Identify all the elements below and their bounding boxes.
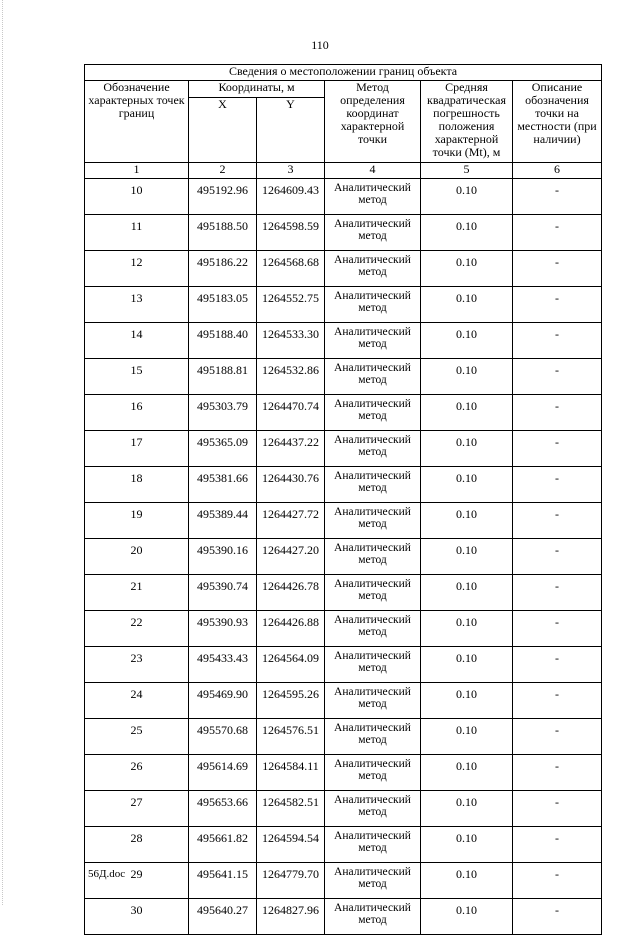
column-number: 2: [189, 163, 257, 179]
method-cell: Аналитический метод: [325, 359, 421, 395]
column-number: 4: [325, 163, 421, 179]
description-cell: -: [513, 575, 602, 611]
method-cell: Аналитический метод: [325, 827, 421, 863]
description-cell: -: [513, 395, 602, 431]
column-number: 5: [421, 163, 513, 179]
coord-y-cell: 1264427.72: [257, 503, 325, 539]
table-row: [85, 539, 602, 575]
table-row: [85, 863, 602, 899]
scan-edge-line: [2, 0, 3, 905]
coord-x-cell: 495570.68: [189, 719, 257, 755]
point-designation-cell: 30: [85, 899, 189, 935]
point-designation-cell: 20: [85, 539, 189, 575]
header-row: [85, 81, 602, 98]
description-cell: -: [513, 863, 602, 899]
mean-error-cell: 0.10: [421, 863, 513, 899]
coord-x-cell: 495653.66: [189, 791, 257, 827]
description-cell: -: [513, 719, 602, 755]
method-cell: Аналитический метод: [325, 755, 421, 791]
mean-error-cell: 0.10: [421, 647, 513, 683]
coord-x-cell: 495641.15: [189, 863, 257, 899]
mean-error-cell: 0.10: [421, 179, 513, 215]
point-designation-cell: 10: [85, 179, 189, 215]
coord-x-cell: 495433.43: [189, 647, 257, 683]
coord-y-cell: 1264568.68: [257, 251, 325, 287]
description-cell: -: [513, 179, 602, 215]
coord-y-cell: 1264427.20: [257, 539, 325, 575]
mean-error-cell: 0.10: [421, 755, 513, 791]
mean-error-cell: 0.10: [421, 539, 513, 575]
table-row: [85, 287, 602, 323]
description-cell: -: [513, 251, 602, 287]
coord-y-cell: 1264576.51: [257, 719, 325, 755]
mean-error-cell: 0.10: [421, 467, 513, 503]
method-cell: Аналитический метод: [325, 395, 421, 431]
point-designation-cell: 24: [85, 683, 189, 719]
coord-x-cell: 495661.82: [189, 827, 257, 863]
coord-x-cell: 495188.81: [189, 359, 257, 395]
point-designation-cell: 26: [85, 755, 189, 791]
description-cell: -: [513, 611, 602, 647]
method-cell: Аналитический метод: [325, 719, 421, 755]
coord-x-cell: 495381.66: [189, 467, 257, 503]
description-cell: -: [513, 899, 602, 935]
header-point-designation: Обозначение характерных точек границ: [85, 81, 189, 163]
method-cell: Аналитический метод: [325, 899, 421, 935]
method-cell: Аналитический метод: [325, 683, 421, 719]
point-designation-cell: 28: [85, 827, 189, 863]
description-cell: -: [513, 791, 602, 827]
point-designation-cell: 21: [85, 575, 189, 611]
description-cell: -: [513, 323, 602, 359]
header-description: Описание обозначения точки на местности (при наличии): [513, 81, 602, 163]
coord-y-cell: 1264532.86: [257, 359, 325, 395]
method-cell: Аналитический метод: [325, 467, 421, 503]
column-number: 3: [257, 163, 325, 179]
point-designation-cell: 25: [85, 719, 189, 755]
coord-y-cell: 1264426.88: [257, 611, 325, 647]
mean-error-cell: 0.10: [421, 251, 513, 287]
mean-error-cell: 0.10: [421, 287, 513, 323]
description-cell: -: [513, 467, 602, 503]
table-row: [85, 791, 602, 827]
mean-error-cell: 0.10: [421, 719, 513, 755]
point-designation-cell: 18: [85, 467, 189, 503]
coord-x-cell: 495365.09: [189, 431, 257, 467]
method-cell: Аналитический метод: [325, 251, 421, 287]
coord-y-cell: 1264437.22: [257, 431, 325, 467]
coord-y-cell: 1264564.09: [257, 647, 325, 683]
table-title-row: [85, 65, 602, 81]
coord-y-cell: 1264430.76: [257, 467, 325, 503]
coord-y-cell: 1264470.74: [257, 395, 325, 431]
table-row: [85, 323, 602, 359]
method-cell: Аналитический метод: [325, 863, 421, 899]
coord-y-cell: 1264582.51: [257, 791, 325, 827]
coord-x-cell: 495390.74: [189, 575, 257, 611]
mean-error-cell: 0.10: [421, 683, 513, 719]
method-cell: Аналитический метод: [325, 431, 421, 467]
table-row: [85, 575, 602, 611]
table-row: [85, 719, 602, 755]
coord-x-cell: 495469.90: [189, 683, 257, 719]
table-row: [85, 503, 602, 539]
coord-x-cell: 495614.69: [189, 755, 257, 791]
coord-x-cell: 495303.79: [189, 395, 257, 431]
description-cell: -: [513, 287, 602, 323]
coord-x-cell: 495188.50: [189, 215, 257, 251]
point-designation-cell: 16: [85, 395, 189, 431]
method-cell: Аналитический метод: [325, 179, 421, 215]
table-row: [85, 431, 602, 467]
point-designation-cell: 23: [85, 647, 189, 683]
page-number: 110: [311, 38, 329, 52]
table-row: [85, 467, 602, 503]
description-cell: -: [513, 683, 602, 719]
mean-error-cell: 0.10: [421, 791, 513, 827]
coord-x-cell: 495186.22: [189, 251, 257, 287]
mean-error-cell: 0.10: [421, 395, 513, 431]
point-designation-cell: 19: [85, 503, 189, 539]
description-cell: -: [513, 539, 602, 575]
coord-y-cell: 1264827.96: [257, 899, 325, 935]
coord-y-cell: 1264594.54: [257, 827, 325, 863]
coord-y-cell: 1264598.59: [257, 215, 325, 251]
footer-filename: 56Д.doc: [88, 868, 126, 880]
mean-error-cell: 0.10: [421, 215, 513, 251]
header-x: X: [189, 98, 257, 163]
mean-error-cell: 0.10: [421, 431, 513, 467]
point-designation-cell: 27: [85, 791, 189, 827]
mean-error-cell: 0.10: [421, 359, 513, 395]
coord-y-cell: 1264595.26: [257, 683, 325, 719]
description-cell: -: [513, 359, 602, 395]
coord-x-cell: 495188.40: [189, 323, 257, 359]
table-row: [85, 683, 602, 719]
coord-y-cell: 1264426.78: [257, 575, 325, 611]
column-number: 1: [85, 163, 189, 179]
column-number: 6: [513, 163, 602, 179]
header-y: Y: [257, 98, 325, 163]
table-row: [85, 395, 602, 431]
description-cell: -: [513, 755, 602, 791]
table-row: [85, 755, 602, 791]
coord-y-cell: 1264584.11: [257, 755, 325, 791]
description-cell: -: [513, 431, 602, 467]
coord-x-cell: 495192.96: [189, 179, 257, 215]
description-cell: -: [513, 503, 602, 539]
table-row: [85, 179, 602, 215]
method-cell: Аналитический метод: [325, 323, 421, 359]
coord-x-cell: 495183.05: [189, 287, 257, 323]
table-row: [85, 359, 602, 395]
coord-x-cell: 495390.93: [189, 611, 257, 647]
table-row: [85, 611, 602, 647]
header-coordinates: Координаты, м: [189, 81, 325, 98]
description-cell: -: [513, 647, 602, 683]
coord-x-cell: 495640.27: [189, 899, 257, 935]
table-row: [85, 215, 602, 251]
coord-x-cell: 495389.44: [189, 503, 257, 539]
point-designation-cell: 17: [85, 431, 189, 467]
header-method: Метод определения координат характерной точки: [325, 81, 421, 163]
method-cell: Аналитический метод: [325, 791, 421, 827]
mean-error-cell: 0.10: [421, 323, 513, 359]
mean-error-cell: 0.10: [421, 575, 513, 611]
boundary-coordinates-table: [84, 64, 602, 935]
coord-x-cell: 495390.16: [189, 539, 257, 575]
table-title: Сведения о местоположении границ объекта: [85, 65, 602, 81]
point-designation-cell: 29: [85, 863, 189, 899]
table-row: [85, 899, 602, 935]
table-row: [85, 827, 602, 863]
method-cell: Аналитический метод: [325, 647, 421, 683]
coord-y-cell: 1264552.75: [257, 287, 325, 323]
description-cell: -: [513, 215, 602, 251]
coord-y-cell: 1264779.70: [257, 863, 325, 899]
method-cell: Аналитический метод: [325, 539, 421, 575]
method-cell: Аналитический метод: [325, 611, 421, 647]
mean-error-cell: 0.10: [421, 611, 513, 647]
table-row: [85, 251, 602, 287]
point-designation-cell: 15: [85, 359, 189, 395]
header-mean-error: Средняя квадратическая погрешность положения характерной точки (Mt), м: [421, 81, 513, 163]
method-cell: Аналитический метод: [325, 503, 421, 539]
point-designation-cell: 11: [85, 215, 189, 251]
point-designation-cell: 14: [85, 323, 189, 359]
mean-error-cell: 0.10: [421, 827, 513, 863]
column-number-row: [85, 163, 602, 179]
mean-error-cell: 0.10: [421, 503, 513, 539]
coord-y-cell: 1264609.43: [257, 179, 325, 215]
point-designation-cell: 22: [85, 611, 189, 647]
method-cell: Аналитический метод: [325, 575, 421, 611]
method-cell: Аналитический метод: [325, 215, 421, 251]
table-row: [85, 647, 602, 683]
method-cell: Аналитический метод: [325, 287, 421, 323]
mean-error-cell: 0.10: [421, 899, 513, 935]
point-designation-cell: 13: [85, 287, 189, 323]
description-cell: -: [513, 827, 602, 863]
coord-y-cell: 1264533.30: [257, 323, 325, 359]
point-designation-cell: 12: [85, 251, 189, 287]
